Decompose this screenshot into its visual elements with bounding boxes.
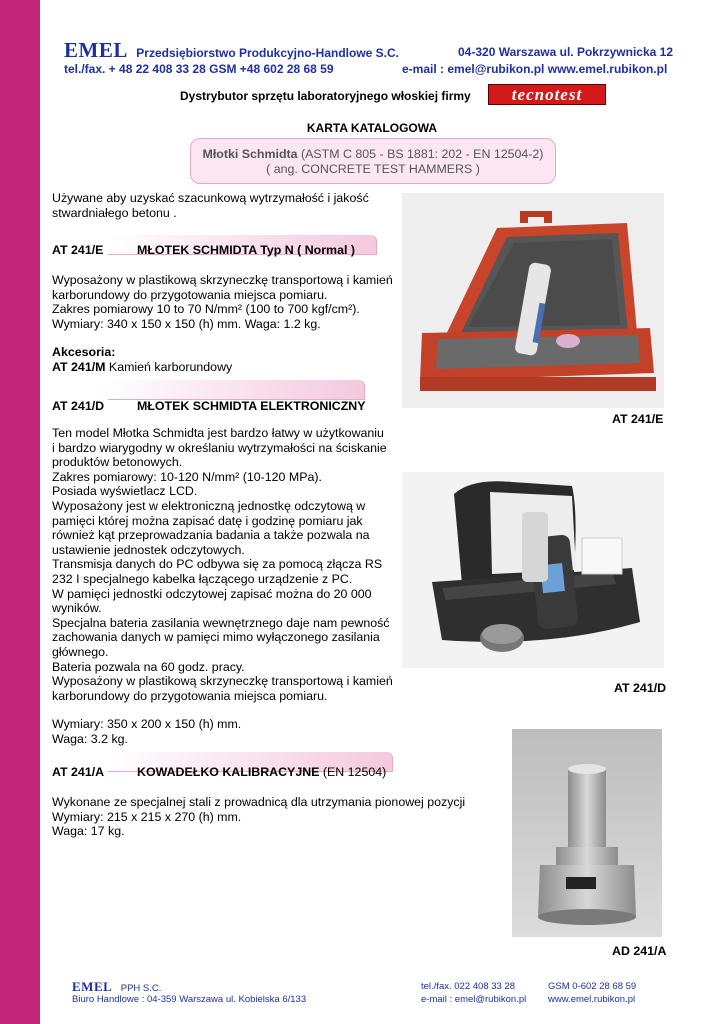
accessories-label: Akcesoria: [52, 345, 116, 360]
text-line: Waga: 3.2 kg. [52, 731, 128, 746]
title-subtitle: ( ang. CONCRETE TEST HAMMERS ) [266, 162, 480, 176]
text-line: Wymiary: 350 x 200 x 150 (h) mm. [52, 717, 242, 732]
section-tab [108, 380, 365, 400]
text-line: pamięci której można zapisać datę i godzinę pomiaru jak [52, 513, 363, 528]
section-e-code: AT 241/E [52, 243, 104, 257]
section-a-title [137, 765, 386, 780]
company-contact: e-mail : emel@rubikon.pl www.emel.rubikon.pl [402, 62, 668, 76]
text-line: Wymiary: 340 x 150 x 150 (h) mm. Waga: 1.2 kg. [52, 316, 321, 331]
anvil-illustration [512, 729, 662, 937]
footer-email: e-mail : emel@rubikon.pl [421, 994, 527, 1005]
section-d-body [52, 426, 393, 746]
title-name [191, 147, 555, 161]
text-line: karborundowy do przygotowania miejsca pomiaru. [52, 688, 328, 703]
section-d-code: AT 241/D [52, 399, 105, 413]
accessories-line [52, 360, 393, 375]
company-address: 04-320 Warszawa ul. Pokrzywnicka 12 [458, 45, 673, 59]
accessory-text: Kamień karborundowy [105, 359, 233, 374]
text-line: Waga: 17 kg. [52, 824, 125, 839]
bag-illustration [402, 472, 664, 668]
text-line: wyników. [52, 601, 102, 616]
company-phone: tel./fax. + 48 22 408 33 28 GSM +48 602 28 68 59 [64, 62, 334, 76]
text-line: ustawienie jednostek odczytowych. [52, 542, 245, 557]
intro-line: Używane aby uzyskać szacunkową wytrzymałość i jakość [52, 191, 369, 205]
text-line: Wyposażony jest w elektroniczną jednostkę odczytową w [52, 498, 366, 513]
text-line: Transmisja danych do PC odbywa się za pomocą złącza RS [52, 557, 383, 572]
section-a-body [52, 795, 465, 839]
footer-tel: tel./fax. 022 408 33 28 [421, 981, 516, 992]
text-line: Wyposażony w plastikową skrzyneczkę transportową i kamień [52, 273, 393, 287]
section-e-title: MŁOTEK SCHMIDTA Typ N ( Normal ) [137, 243, 355, 257]
intro-text [52, 191, 369, 220]
section-e-body [52, 273, 393, 375]
title-box [190, 138, 556, 184]
text-line: również kąt przeprowadzania badania a także pozwala na [52, 528, 370, 543]
tecnotest-logo-text: tecnotest [511, 85, 583, 104]
text-line: Wymiary: 215 x 215 x 270 (h) mm. [52, 809, 242, 824]
footer-www: www.emel.rubikon.pl [548, 994, 636, 1005]
tecnotest-logo [488, 84, 606, 105]
text-line: produktów betonowych. [52, 455, 183, 470]
text-line: zachowania danych w pamięci mimo wyłączonego zasilania [52, 630, 380, 645]
text-line: Wyposażony w plastikową skrzyneczkę transportową i kamień [52, 674, 393, 689]
title-name-standards: (ASTM C 805 - BS 1881: 202 - EN 12504-2) [297, 147, 544, 161]
section-d-title: MŁOTEK SCHMIDTA ELEKTRONICZNY [137, 399, 366, 413]
company-name: Przedsiębiorstwo Produkcyjno-Handlowe S.C. [136, 46, 400, 60]
footer-gsm: GSM 0-602 28 68 59 [548, 981, 637, 992]
distributor-line: Dystrybutor sprzętu laboratoryjnego włoskiej firmy [180, 89, 471, 103]
emel-logo: EMEL [64, 38, 128, 62]
text-line: głównego. [52, 644, 109, 659]
text-line: karborundowy do przygotowania miejsca pomiaru. [52, 287, 328, 302]
text-line: Ten model Młotka Schmidta jest bardzo łatwy w użytkowaniu [52, 426, 384, 440]
footer-company-type: PPH S.C. [120, 983, 162, 994]
title-name-bold: Młotki Schmidta [202, 147, 298, 161]
text-line: i bardzo wiarygodny w określaniu wytrzymałości na ściskanie [52, 440, 387, 455]
text-line: Wykonane ze specjalnej stali z prowadnicą dla utrzymania pionowej pozycji [52, 795, 466, 809]
text-line: Posiada wyświetlacz LCD. [52, 484, 198, 499]
text-line: Zakres pomiarowy: 10-120 N/mm² (10-120 MPa). [52, 469, 322, 484]
caption-at241e: AT 241/E [612, 412, 664, 426]
footer-logo: EMEL [72, 979, 113, 994]
caption-ad241a: AD 241/A [612, 944, 667, 958]
section-a-title-standard: (EN 12504) [319, 765, 387, 779]
section-a-code: AT 241/A [52, 765, 105, 779]
product-photo-at241d [402, 472, 664, 668]
case-illustration [402, 193, 664, 408]
text-line: Zakres pomiarowy 10 to 70 N/mm² (100 to 700 kgf/cm²). [52, 302, 360, 317]
left-color-band [0, 0, 40, 1024]
intro-line: stwardniałego betonu . [52, 205, 177, 220]
text-line: Bateria pozwala na 60 godz. pracy. [52, 659, 245, 674]
section-a-title-bold: KOWADEŁKO KALIBRACYJNE [137, 765, 320, 779]
accessory-code: AT 241/M [52, 359, 106, 374]
caption-at241d: AT 241/D [614, 681, 667, 695]
footer-office: Biuro Handlowe : 04-359 Warszawa ul. Kobielska 6/133 [72, 994, 307, 1005]
text-line: Specjalna bateria zasilania wewnętrznego daje nam pewność [52, 615, 390, 630]
text-line: W pamięci jednostki odczytowej zapisać można do 20 000 [52, 586, 372, 601]
text-line: 232 I specjalnego kabelka łączącego urządzenie z PC. [52, 571, 353, 586]
page-title: KARTA KATALOGOWA [306, 121, 438, 135]
header-line-1 [64, 38, 399, 63]
product-photo-at241e [402, 193, 664, 408]
product-photo-ad241a [512, 729, 662, 937]
